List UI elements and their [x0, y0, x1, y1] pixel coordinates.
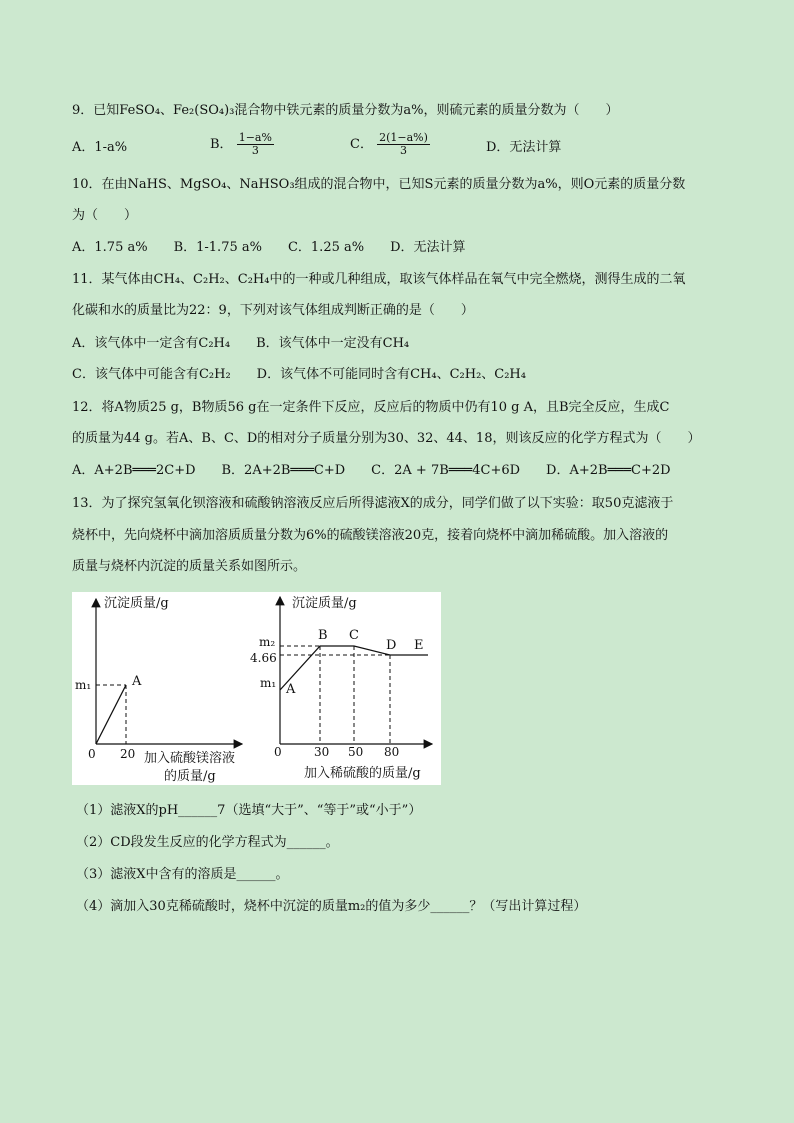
q12-stem-line1: 12．将A物质25 g，B物质56 g在一定条件下反应，反应后的物质中仍有10 g A，且B完全反应，生成C [72, 400, 670, 415]
q9-option-a: A．1-a% [72, 140, 128, 155]
q12-options: A．A+2B═══2C+D B．2A+2B═══C+D C．2A + 7B═══4C+6D D．A+2B═══C+2D [72, 463, 671, 478]
q11-options-cd: C．该气体中可能含有C₂H₂ D．该气体不可能同时含有CH₄、C₂H₂、C₂H₄ [72, 367, 526, 382]
q9-option-b [210, 132, 274, 157]
q9-option-b-label: B． [210, 137, 233, 152]
graph2-point-b-label: B [318, 628, 328, 643]
graph2-point-e-label: E [414, 638, 424, 653]
graph1-data-line [96, 685, 126, 744]
q9-option-b-denominator: 3 [251, 144, 259, 157]
q9-option-c-numerator: 2(1−a%) [379, 131, 428, 144]
q9-option-c-denominator: 3 [400, 144, 407, 157]
q13-stem-line1: 13．为了探究氢氧化钡溶液和硫酸钠溶液反应后所得滤液X的成分，同学们做了以下实验：取50克滤液于 [72, 496, 674, 511]
graph2-origin: 0 [274, 745, 282, 759]
graph2-x-label: 加入稀硫酸的质量/g [304, 766, 421, 781]
q13-sub4: （4）滴加入30克稀硫酸时，烧杯中沉淀的质量m₂的值为多少______？（写出计算过程） [76, 899, 587, 914]
graph1-y-tick-m1: m₁ [75, 678, 92, 692]
q9-option-c [350, 132, 430, 157]
q9-stem: 9．已知FeSO₄、Fe₂(SO₄)₃混合物中铁元素的质量分数为a%，则硫元素的质量分数为（ ） [72, 103, 619, 118]
q13-sub1: （1）滤液X的pH______7（选填“大于”、“等于”或“小于”） [76, 803, 422, 818]
graph1-y-label: 沉淀质量/g [104, 596, 169, 611]
q11-options-ab: A．该气体中一定含有C₂H₄ B．该气体中一定没有CH₄ [72, 336, 410, 351]
q13-graphs-svg [72, 592, 441, 785]
q12-stem-line2: 的质量为44 g。若A、B、C、D的相对分子质量分别为30、32、44、18，则该反应的化学方程式为（ ） [72, 431, 701, 446]
q13-stem-line3: 质量与烧杯内沉淀的质量关系如图所示。 [72, 559, 307, 574]
q10-options: A．1.75 a% B．1-1.75 a% C．1.25 a% D．无法计算 [72, 240, 466, 255]
q9-option-c-fraction [377, 132, 430, 157]
graph1-x-label-line2: 的质量/g [164, 769, 216, 784]
graph2-x-tick-80: 80 [384, 745, 400, 759]
graph2-y-tick-m1: m₁ [260, 676, 277, 690]
graph2-x-tick-30: 30 [314, 745, 330, 759]
q13-stem-line2: 烧杯中，先向烧杯中滴加溶质质量分数为6%的硫酸镁溶液20克，接着向烧杯中滴加稀硫酸。加入溶液的 [72, 528, 669, 543]
q10-stem-line2: 为（ ） [72, 208, 138, 223]
q13-sub2: （2）CD段发生反应的化学方程式为______。 [76, 835, 339, 850]
q13-figure [72, 592, 441, 785]
q9-option-b-fraction [237, 132, 274, 157]
graph2-point-d-label: D [386, 638, 397, 653]
q10-stem-line1: 10．在由NaHS、MgSO₄、NaHSO₃组成的混合物中，已知S元素的质量分数为a%，则O元素的质量分数 [72, 177, 686, 192]
q9-option-c-label: C． [350, 137, 373, 152]
graph1-point-a-label: A [132, 674, 142, 689]
graph2-point-a-label: A [286, 682, 296, 697]
q9-option-d: D．无法计算 [486, 140, 562, 155]
q11-stem-line2: 化碳和水的质量比为22：9，下列对该气体组成判断正确的是（ ） [72, 303, 474, 318]
graph2-point-c-label: C [349, 628, 359, 643]
graph2-y-label: 沉淀质量/g [292, 596, 357, 611]
graph1-x-tick-20: 20 [120, 747, 136, 761]
graph2-y-tick-4.66: 4.66 [250, 651, 277, 665]
q9-option-b-numerator: 1−a% [238, 131, 272, 144]
q13-sub3: （3）滤液X中含有的溶质是______。 [76, 867, 289, 882]
graph2-y-tick-m2: m₂ [259, 635, 276, 649]
q11-stem-line1: 11．某气体由CH₄、C₂H₂、C₂H₄中的一种或几种组成，取该气体样品在氧气中完全燃烧，测得生成的二氧 [72, 272, 686, 287]
graph1-origin: 0 [88, 747, 96, 761]
graph1-x-label-line1: 加入硫酸镁溶液 [144, 751, 236, 766]
graph2-x-tick-50: 50 [348, 745, 364, 759]
